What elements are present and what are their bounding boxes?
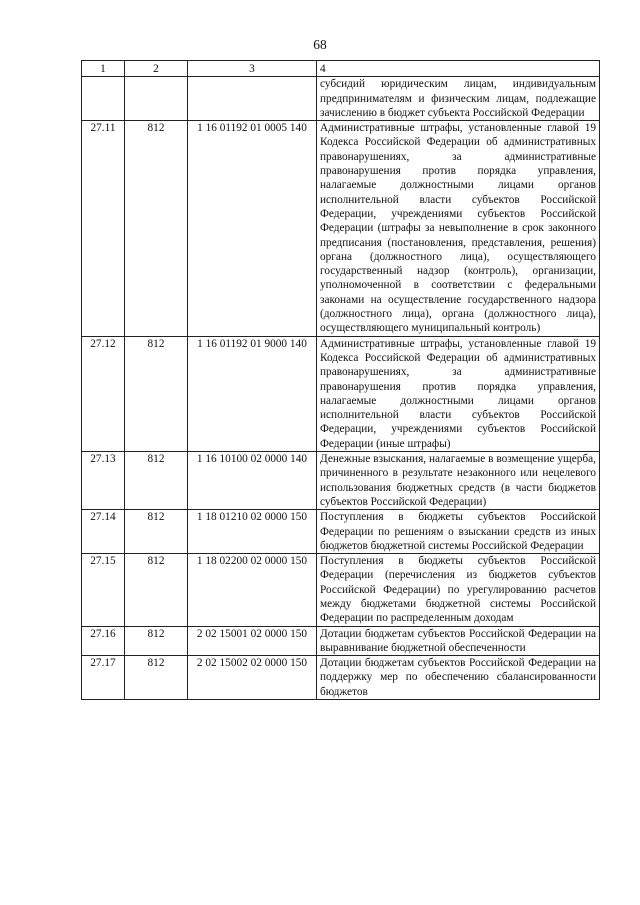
row-number-cell: 27.15 bbox=[82, 554, 125, 626]
table-header-row bbox=[82, 61, 600, 77]
admin-code-cell: 812 bbox=[125, 452, 188, 510]
admin-code-cell: 812 bbox=[125, 656, 188, 700]
description-cell: Поступления в бюджеты субъектов Российской Федерации по решениям о взыскании средств из иных бюджетов бюджетной системы Российской Федерации bbox=[317, 510, 600, 554]
description-cell: Дотации бюджетам субъектов Российской Федерации на поддержку мер по обеспечению сбалансированности бюджетов bbox=[317, 656, 600, 700]
table-row bbox=[82, 510, 600, 554]
table-row bbox=[82, 626, 600, 656]
admin-code-cell: 812 bbox=[125, 554, 188, 626]
budget-code-cell: 2 02 15002 02 0000 150 bbox=[188, 656, 317, 700]
budget-code-cell: 1 16 10100 02 0000 140 bbox=[188, 452, 317, 510]
description-cell: Административные штрафы, установленные главой 19 Кодекса Российской Федерации об административных правонарушениях, за административные правонарушения против порядка управления, налагаемые должностными лицами органов исполнительной власти субъектов Российской Федерации, учреждениями субъектов Российской Федерации (штрафы за невыполнение в срок законного предписания (постановления, представления, решения) органа (должностного лица), осуществляющего государственный надзор (контроль), организации, уполномоченной в соответствии с федеральными законами на осуществление государственного надзора (должностного лица), органа (должностного лица), осуществляющего муниципальный контроль) bbox=[317, 121, 600, 336]
description-cell: Поступления в бюджеты субъектов Российской Федерации (перечисления из бюджетов субъектов Российской Федерации) по урегулированию расчетов между бюджетами бюджетной системы Российской Федерации по распределенным доходам bbox=[317, 554, 600, 626]
row-number-cell: 27.16 bbox=[82, 626, 125, 656]
admin-code-cell: 812 bbox=[125, 626, 188, 656]
column-header-1: 1 bbox=[82, 61, 125, 77]
row-number-cell bbox=[82, 77, 125, 121]
budget-code-cell: 1 16 01192 01 9000 140 bbox=[188, 336, 317, 451]
admin-code-cell bbox=[125, 77, 188, 121]
page-number: 68 bbox=[313, 37, 327, 52]
row-number-cell: 27.13 bbox=[82, 452, 125, 510]
description-cell: Дотации бюджетам субъектов Российской Федерации на выравнивание бюджетной обеспеченности bbox=[317, 626, 600, 656]
revenue-classification-table bbox=[81, 60, 600, 700]
budget-code-cell: 1 18 01210 02 0000 150 bbox=[188, 510, 317, 554]
column-header-3: 3 bbox=[188, 61, 317, 77]
description-cell: субсидий юридическим лицам, индивидуальным предпринимателям и физическим лицам, подлежащие зачислению в бюджет субъекта Российской Федерации bbox=[317, 77, 600, 121]
budget-code-cell: 2 02 15001 02 0000 150 bbox=[188, 626, 317, 656]
row-number-cell: 27.17 bbox=[82, 656, 125, 700]
row-number-cell: 27.11 bbox=[82, 121, 125, 336]
description-cell: Административные штрафы, установленные главой 19 Кодекса Российской Федерации об административных правонарушениях, за административные правонарушения против порядка управления, налагаемые должностными лицами органов исполнительной власти субъектов Российской Федерации, учреждениями субъектов Российской Федерации (иные штрафы) bbox=[317, 336, 600, 451]
continuation-row bbox=[82, 77, 600, 121]
admin-code-cell: 812 bbox=[125, 336, 188, 451]
row-number-cell: 27.14 bbox=[82, 510, 125, 554]
admin-code-cell: 812 bbox=[125, 121, 188, 336]
table-row bbox=[82, 656, 600, 700]
budget-code-cell: 1 18 02200 02 0000 150 bbox=[188, 554, 317, 626]
row-number-cell: 27.12 bbox=[82, 336, 125, 451]
table-row bbox=[82, 336, 600, 451]
column-header-4: 4 bbox=[317, 61, 600, 77]
table-row bbox=[82, 554, 600, 626]
table-row bbox=[82, 121, 600, 336]
column-header-2: 2 bbox=[125, 61, 188, 77]
budget-code-cell bbox=[188, 77, 317, 121]
budget-code-cell: 1 16 01192 01 0005 140 bbox=[188, 121, 317, 336]
table-row bbox=[82, 452, 600, 510]
description-cell: Денежные взыскания, налагаемые в возмещение ущерба, причиненного в результате незаконного или нецелевого использования бюджетных средств (в части бюджетов субъектов Российской Федерации) bbox=[317, 452, 600, 510]
admin-code-cell: 812 bbox=[125, 510, 188, 554]
